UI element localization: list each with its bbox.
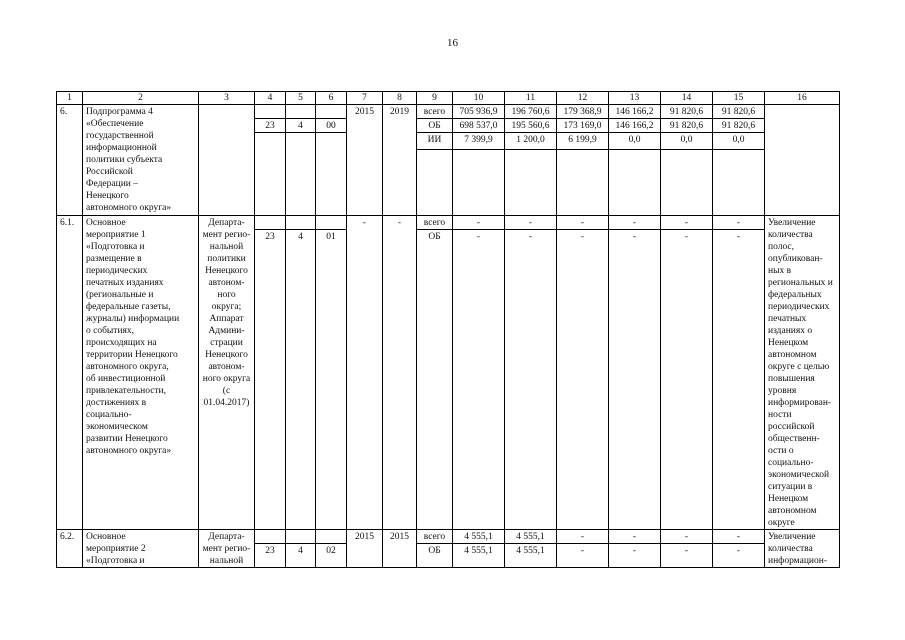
cell-line: о событиях, [86,326,135,336]
amount: 146 166,2 [609,119,661,133]
code-blank [286,216,316,230]
amount: - [453,230,505,530]
cell-line: округе с целью [768,362,830,372]
budget-code-grbs: 23 [255,544,286,568]
cell-line: нальной [209,242,244,252]
code-blank [255,216,286,230]
cell-line: автоном- [208,362,245,372]
amount: - [661,544,713,568]
amount: 705 936,9 [453,105,505,119]
cell-line: автономном [768,350,817,360]
amount: - [453,216,505,230]
funding-source: всего [417,216,453,230]
cell-line: Аппарат [209,314,244,324]
amount: - [505,216,557,230]
code-blank [316,530,347,544]
cell-line: ости о [768,446,794,456]
cell-line: Увеличение [768,532,816,542]
cell-line: Основное [86,218,126,228]
measure-name [83,216,199,530]
amount: - [661,530,713,544]
cell-line: Ненецкого [205,350,248,360]
col-header-14: 14 [661,92,713,105]
col-header-11: 11 [505,92,557,105]
amount: - [557,230,609,530]
budget-code-program: 4 [286,544,316,568]
cell-line: государственной [86,131,154,141]
amount: 179 368,9 [557,105,609,119]
year-start: - [347,216,383,530]
table-row [57,530,840,544]
budget-code-measure: 01 [316,230,347,530]
cell-line: политики субъекта [86,155,163,165]
funding-source: ИИ [417,133,453,150]
cell-line: автономного округа, [86,362,169,372]
cell-line: изданиях о [768,326,813,336]
cell-line: 01.04.2017) [203,398,250,408]
cell-line: автономном [768,506,817,516]
amount: - [609,530,661,544]
blank-cell [505,150,557,216]
cell-line: социально- [768,458,814,468]
cell-line: мент регио- [202,544,251,554]
budget-code-measure: 02 [316,544,347,568]
amount: 0,0 [713,133,765,150]
cell-line: ного округа [202,374,251,384]
cell-line: федеральных [768,290,822,300]
funding-source: всего [417,105,453,119]
row-number: 6.2. [57,530,83,568]
budget-code-grbs: 23 [255,230,286,530]
cell-line: информационной [86,143,157,153]
cell-line: количества [768,230,813,240]
code-blank [255,105,286,119]
cell-line: Увеличение [768,218,816,228]
col-header-1: 1 [57,92,83,105]
cell-line: информацион- [768,556,828,566]
amount: 196 760,6 [505,105,557,119]
amount: - [557,216,609,230]
cell-line: округа; [211,302,242,312]
blank-cell [453,150,505,216]
cell-line: ности [768,410,792,420]
code-blank [316,216,347,230]
amount: - [505,230,557,530]
amount: 0,0 [609,133,661,150]
amount: 698 537,0 [453,119,505,133]
amount: 195 560,6 [505,119,557,133]
year-end: 2015 [383,530,417,568]
cell-line: об инвестиционной [86,374,166,384]
funding-source: ОБ [417,230,453,530]
year-start: 2015 [347,105,383,216]
cell-line: Подпрограмма 4 [86,107,153,117]
cell-line: (региональные и [86,290,154,300]
cell-line: развитии Ненецкого [86,434,168,444]
code-blank [316,133,347,216]
col-header-6: 6 [316,92,347,105]
cell-line: российской [768,422,815,432]
amount: - [557,530,609,544]
cell-line: мероприятие 1 [86,230,146,240]
cell-line: периодических [768,302,830,312]
cell-line: Российской [86,167,133,177]
blank-cell [713,150,765,216]
cell-line: периодических [86,266,148,276]
year-end: - [383,216,417,530]
amount: - [609,230,661,530]
code-blank [255,133,286,216]
row-number: 6. [57,105,83,216]
cell-line: автономного округа» [86,446,172,456]
code-blank [286,105,316,119]
blank-cell [557,150,609,216]
expected-result [765,105,840,216]
budget-code-measure: 00 [316,119,347,133]
amount: 146 166,2 [609,105,661,119]
col-header-5: 5 [286,92,316,105]
cell-line: политики [207,254,246,264]
amount: 91 820,6 [661,119,713,133]
blank-cell [417,150,453,216]
table-row [57,105,840,119]
amount: - [713,216,765,230]
amount: - [661,216,713,230]
cell-line: нальной [209,556,244,566]
cell-line: Ненецком [768,494,809,504]
cell-line: общественн- [768,434,820,444]
cell-line: экономическом [86,422,148,432]
amount: - [713,230,765,530]
program-table [56,91,840,568]
cell-line: достижениях в [86,398,147,408]
table-row [57,216,840,230]
amount: 4 555,1 [453,544,505,568]
amount: 7 399,9 [453,133,505,150]
row-number: 6.1. [57,216,83,530]
cell-line: информирован- [768,398,832,408]
executor [199,216,255,530]
cell-line: ситуации в [768,482,813,492]
code-blank [286,530,316,544]
cell-line: Админи- [208,326,245,336]
cell-line: (с [222,386,231,396]
col-header-12: 12 [557,92,609,105]
cell-line: опубликован- [768,254,823,264]
cell-line: страции [210,338,243,348]
amount: 173 169,0 [557,119,609,133]
amount: - [713,530,765,544]
cell-line: количества [768,544,813,554]
amount: 1 200,0 [505,133,557,150]
cell-line: Ненецком [768,338,809,348]
amount: - [661,230,713,530]
cell-line: социально- [86,410,132,420]
cell-line: привлекательности, [86,386,167,396]
measure-name [83,105,199,216]
page-number: 16 [447,37,458,49]
cell-line: происходящих на [86,338,157,348]
funding-source: ОБ [417,119,453,133]
cell-line: «Подготовка и [86,242,145,252]
cell-line: автономного округа» [86,203,172,213]
cell-line: округе [768,518,795,528]
col-header-15: 15 [713,92,765,105]
cell-line: Ненецкого [86,191,129,201]
cell-line: мероприятие 2 [86,544,146,554]
col-header-8: 8 [383,92,417,105]
amount: 4 555,1 [505,544,557,568]
cell-line: размещение в [86,254,142,264]
amount: - [609,544,661,568]
expected-result [765,216,840,530]
col-header-7: 7 [347,92,383,105]
year-end: 2019 [383,105,417,216]
col-header-16: 16 [765,92,840,105]
funding-source: всего [417,530,453,544]
budget-code-grbs: 23 [255,119,286,133]
col-header-4: 4 [255,92,286,105]
cell-line: федеральные газеты, [86,302,171,312]
col-header-13: 13 [609,92,661,105]
code-blank [255,530,286,544]
cell-line: «Обеспечение [86,119,144,129]
cell-line: ного [217,290,236,300]
amount: - [609,216,661,230]
cell-line: Основное [86,532,126,542]
cell-line: автоном- [208,278,245,288]
executor [199,105,255,216]
cell-line: «Подготовка и [86,556,145,566]
amount: 4 555,1 [453,530,505,544]
cell-line: региональных и [768,278,833,288]
cell-line: экономической [768,470,830,480]
code-blank [286,133,316,216]
executor [199,530,255,568]
year-start: 2015 [347,530,383,568]
cell-line: полос, [768,242,795,252]
budget-code-program: 4 [286,119,316,133]
expected-result [765,530,840,568]
cell-line: повышения [768,374,815,384]
col-header-3: 3 [199,92,255,105]
cell-line: журналы) информации [86,314,180,324]
amount: 0,0 [661,133,713,150]
amount: 91 820,6 [661,105,713,119]
blank-cell [661,150,713,216]
col-header-9: 9 [417,92,453,105]
cell-line: мент регио- [202,230,251,240]
amount: - [713,544,765,568]
cell-line: ных в [768,266,792,276]
amount: 6 199,9 [557,133,609,150]
cell-line: Департа- [208,532,245,542]
amount: - [557,544,609,568]
cell-line: Ненецкого [205,266,248,276]
cell-line: печатных изданиях [86,278,164,288]
blank-cell [609,150,661,216]
col-header-2: 2 [83,92,199,105]
header-row [57,92,840,105]
cell-line: Департа- [208,218,245,228]
col-header-10: 10 [453,92,505,105]
cell-line: Федерации – [86,179,138,189]
amount: 91 820,6 [713,105,765,119]
cell-line: уровня [768,386,797,396]
budget-code-program: 4 [286,230,316,530]
measure-name [83,530,199,568]
amount: 4 555,1 [505,530,557,544]
funding-source: ОБ [417,544,453,568]
cell-line: печатных [768,314,807,324]
cell-line: территории Ненецкого [86,350,178,360]
code-blank [316,105,347,119]
amount: 91 820,6 [713,119,765,133]
